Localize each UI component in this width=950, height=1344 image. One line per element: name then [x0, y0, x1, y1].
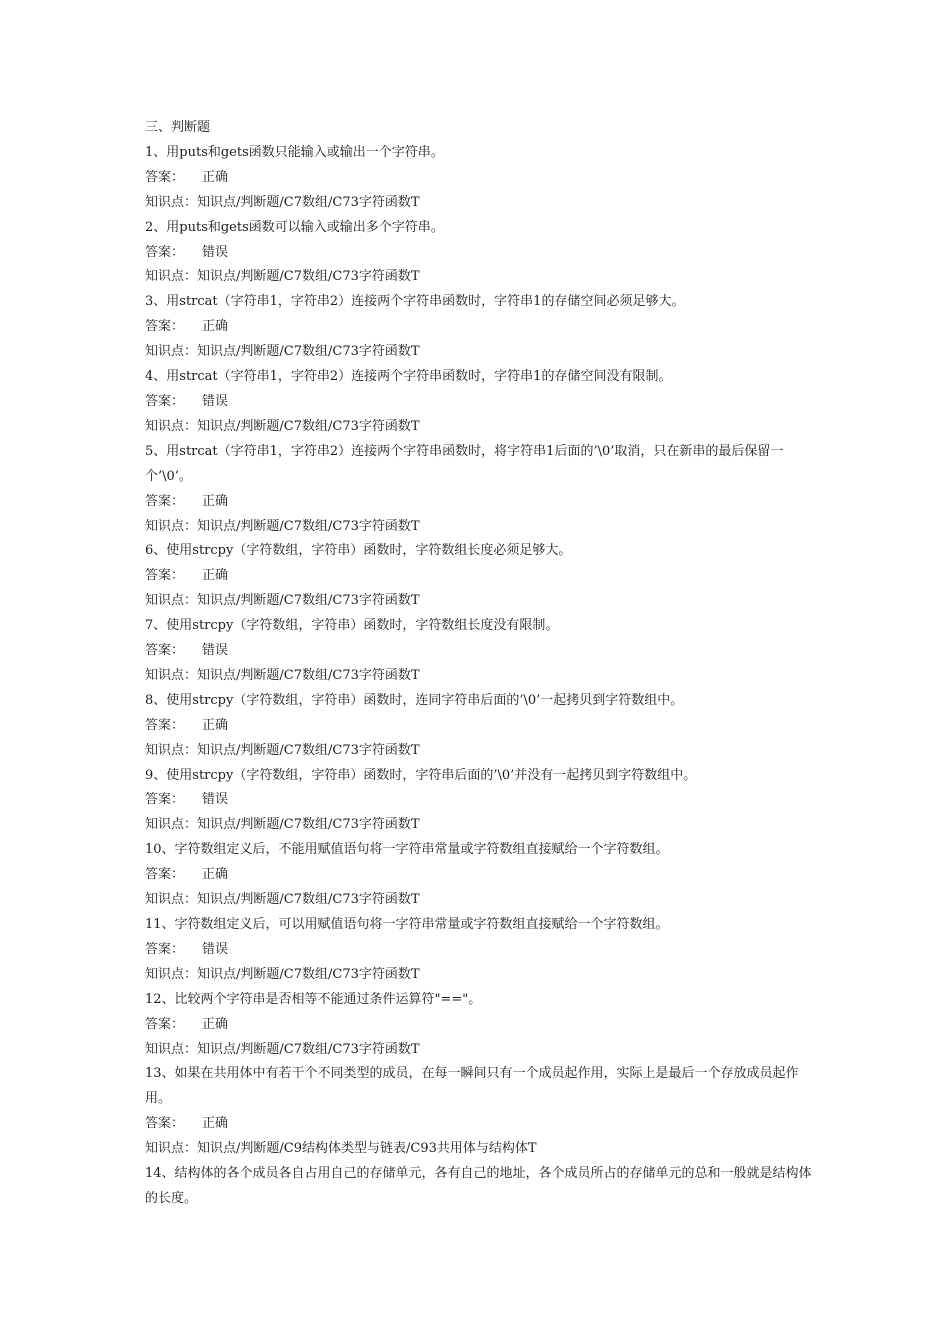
question-item — [145, 216, 815, 291]
answer-row — [145, 639, 815, 664]
knowledge-point-label: 知识点： — [145, 344, 198, 360]
answer-row — [145, 390, 815, 415]
knowledge-point-row — [145, 265, 815, 290]
knowledge-point-value: 知识点/判断题/C7数组/C73字符函数T — [197, 892, 420, 908]
knowledge-point-row — [145, 739, 815, 764]
knowledge-point-row — [145, 1038, 815, 1063]
answer-label: 答案： — [145, 169, 185, 185]
answer-value: 错误 — [202, 792, 229, 808]
knowledge-point-label: 知识点： — [145, 1141, 198, 1157]
answer-label: 答案： — [145, 1116, 185, 1132]
question-item — [145, 913, 815, 988]
knowledge-point-value: 知识点/判断题/C7数组/C73字符函数T — [197, 742, 420, 758]
question-text: 13、如果在共用体中有若干个不同类型的成员，在每一瞬间只有一个成员起作用，实际上是最后一个存放成员起作用。 — [145, 1066, 799, 1107]
question-item — [145, 689, 815, 764]
answer-row — [145, 315, 815, 340]
question-item — [145, 1062, 815, 1162]
knowledge-point-value: 知识点/判断题/C7数组/C73字符函数T — [197, 593, 420, 609]
answer-label: 答案： — [145, 717, 185, 733]
answer-row — [145, 564, 815, 589]
answer-label: 答案： — [145, 792, 185, 808]
knowledge-point-value: 知识点/判断题/C7数组/C73字符函数T — [197, 344, 420, 360]
answer-label: 答案： — [145, 643, 185, 659]
knowledge-point-row — [145, 515, 815, 540]
answer-label: 答案： — [145, 1016, 185, 1032]
knowledge-point-value: 知识点/判断题/C7数组/C73字符函数T — [197, 966, 420, 982]
question-text: 7、使用strcpy（字符数组，字符串）函数时，字符数组长度没有限制。 — [145, 618, 559, 634]
knowledge-point-label: 知识点： — [145, 593, 198, 609]
answer-row — [145, 1013, 815, 1038]
knowledge-point-row — [145, 340, 815, 365]
answer-label: 答案： — [145, 393, 185, 409]
knowledge-point-value: 知识点/判断题/C9结构体类型与链表/C93共用体与结构体T — [197, 1141, 537, 1157]
answer-label: 答案： — [145, 319, 185, 335]
question-item — [145, 764, 815, 839]
answer-value: 正确 — [202, 568, 229, 584]
answer-value: 正确 — [202, 319, 229, 335]
question-item — [145, 614, 815, 689]
answer-row — [145, 714, 815, 739]
knowledge-point-row — [145, 589, 815, 614]
answer-label: 答案： — [145, 568, 185, 584]
knowledge-point-label: 知识点： — [145, 667, 198, 683]
answer-row — [145, 788, 815, 813]
question-text: 8、使用strcpy（字符数组，字符串）函数时，连同字符串后面的’\0’一起拷贝到字符数组中。 — [145, 692, 684, 708]
question-text: 1、用puts和gets函数只能输入或输出一个字符串。 — [145, 144, 444, 160]
question-item — [145, 539, 815, 614]
answer-row — [145, 1112, 815, 1137]
question-text: 11、字符数组定义后，可以用赋值语句将一字符串常量或字符数组直接赋给一个字符数组。 — [145, 917, 669, 932]
answer-value: 正确 — [202, 1116, 229, 1132]
answer-label: 答案： — [145, 493, 185, 509]
question-item — [145, 988, 815, 1063]
answer-value: 正确 — [202, 493, 229, 509]
question-text: 3、用strcat（字符串1，字符串2）连接两个字符串函数时，字符串1的存储空间必须足够大。 — [145, 294, 685, 310]
knowledge-point-row — [145, 191, 815, 216]
answer-value: 正确 — [202, 867, 229, 883]
knowledge-point-row — [145, 664, 815, 689]
knowledge-point-row — [145, 888, 815, 913]
question-text: 4、用strcat（字符串1，字符串2）连接两个字符串函数时，字符串1的存储空间没有限制。 — [145, 369, 672, 385]
knowledge-point-label: 知识点： — [145, 966, 198, 982]
answer-value: 正确 — [202, 169, 229, 185]
knowledge-point-label: 知识点： — [145, 194, 198, 210]
knowledge-point-value: 知识点/判断题/C7数组/C73字符函数T — [197, 418, 420, 434]
answer-value: 错误 — [202, 244, 229, 260]
answer-row — [145, 863, 815, 888]
answer-row — [145, 490, 815, 515]
answer-label: 答案： — [145, 941, 185, 957]
knowledge-point-value: 知识点/判断题/C7数组/C73字符函数T — [197, 194, 420, 210]
question-text: 10、字符数组定义后，不能用赋值语句将一字符串常量或字符数组直接赋给一个字符数组。 — [145, 842, 669, 858]
knowledge-point-label: 知识点： — [145, 892, 198, 908]
answer-value: 错误 — [202, 941, 229, 957]
answer-row — [145, 938, 815, 963]
knowledge-point-value: 知识点/判断题/C7数组/C73字符函数T — [197, 667, 420, 683]
question-item — [145, 290, 815, 365]
question-list — [145, 116, 815, 1212]
question-text: 6、使用strcpy（字符数组，字符串）函数时，字符数组长度必须足够大。 — [145, 543, 572, 559]
knowledge-point-row — [145, 813, 815, 838]
knowledge-point-value: 知识点/判断题/C7数组/C73字符函数T — [197, 518, 420, 534]
knowledge-point-label: 知识点： — [145, 742, 198, 758]
answer-row — [145, 166, 815, 191]
knowledge-point-label: 知识点： — [145, 1041, 198, 1057]
question-text: 5、用strcat（字符串1，字符串2）连接两个字符串函数时，将字符串1后面的’\0’取消，只在新串的最后保留一个’\0’。 — [145, 443, 784, 484]
question-item — [145, 440, 815, 540]
answer-value: 正确 — [202, 1016, 229, 1032]
section-title: 三、判断题 — [145, 120, 211, 135]
question-item — [145, 838, 815, 913]
knowledge-point-row — [145, 415, 815, 440]
answer-value: 正确 — [202, 717, 229, 733]
question-text: 12、比较两个字符串是否相等不能通过条件运算符"=="。 — [145, 991, 482, 1007]
knowledge-point-row — [145, 1137, 815, 1162]
knowledge-point-label: 知识点： — [145, 817, 198, 833]
question-item — [145, 141, 815, 216]
answer-value: 错误 — [202, 643, 229, 659]
knowledge-point-value: 知识点/判断题/C7数组/C73字符函数T — [197, 817, 420, 833]
question-item — [145, 1162, 815, 1212]
knowledge-point-row — [145, 963, 815, 988]
knowledge-point-value: 知识点/判断题/C7数组/C73字符函数T — [197, 1041, 420, 1057]
answer-row — [145, 241, 815, 266]
knowledge-point-label: 知识点： — [145, 518, 198, 534]
question-text: 9、使用strcpy（字符数组，字符串）函数时，字符串后面的’\0’并没有一起拷贝到字符数组中。 — [145, 767, 697, 783]
question-text: 14、结构体的各个成员各自占用自己的存储单元，各有自己的地址，各个成员所占的存储单元的总和一般就是结构体的长度。 — [145, 1166, 812, 1206]
knowledge-point-label: 知识点： — [145, 269, 198, 285]
question-text: 2、用puts和gets函数可以输入或输出多个字符串。 — [145, 219, 444, 235]
answer-label: 答案： — [145, 867, 185, 883]
knowledge-point-label: 知识点： — [145, 418, 198, 434]
knowledge-point-value: 知识点/判断题/C7数组/C73字符函数T — [197, 269, 420, 285]
answer-label: 答案： — [145, 244, 185, 260]
question-item — [145, 365, 815, 440]
answer-value: 错误 — [202, 393, 229, 409]
